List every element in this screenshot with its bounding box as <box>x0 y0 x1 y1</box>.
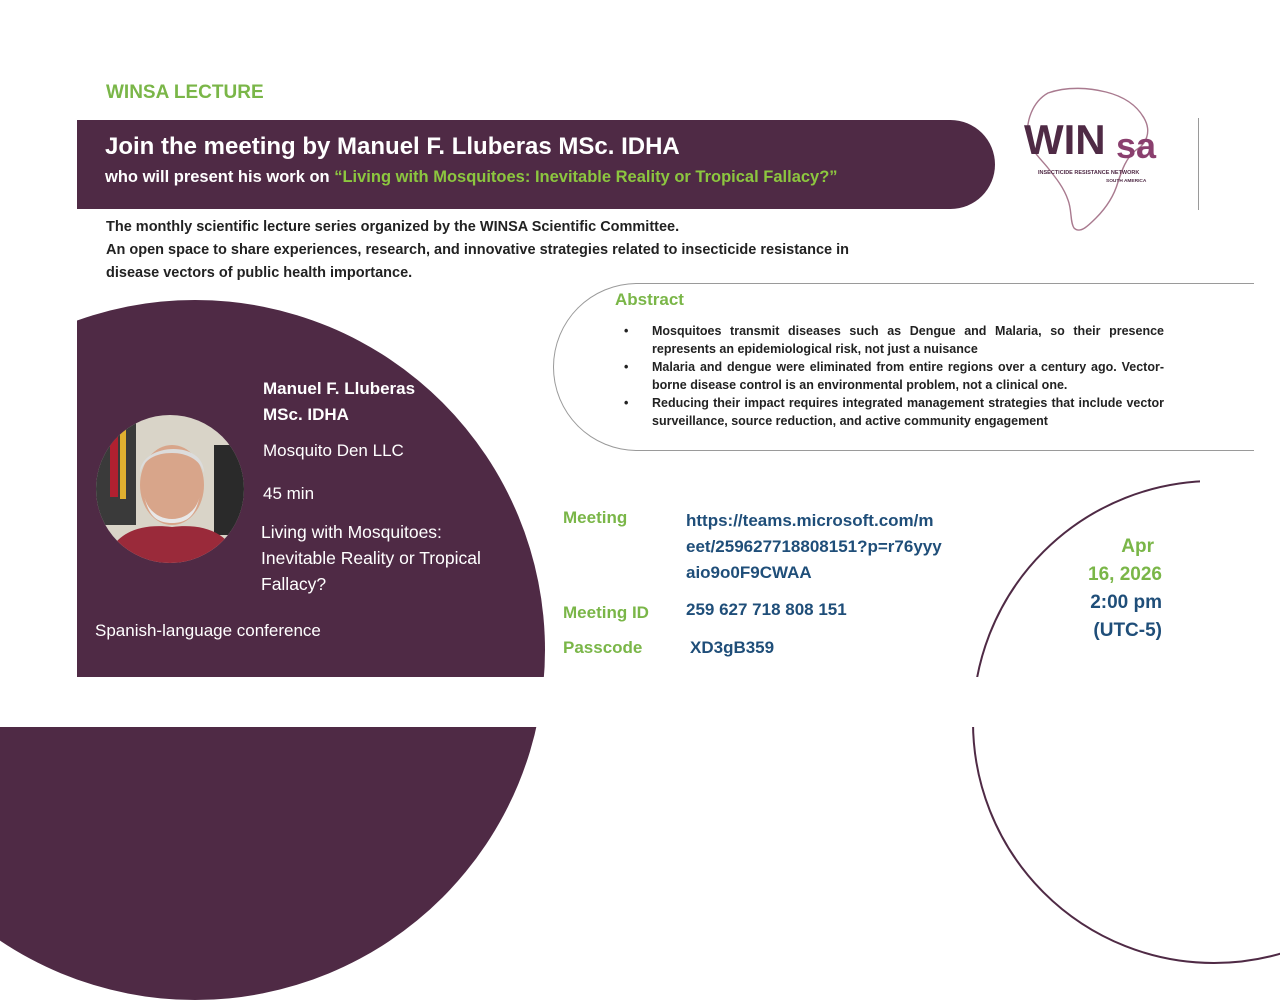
passcode-value: XD3gB359 <box>690 638 775 657</box>
banner-subtitle <box>105 168 838 187</box>
abstract-item: • Reducing their impact requires integrated management strategies that include vector surveillance, source reduction, and active community engagement <box>624 396 1164 428</box>
talk-topic-line-2: Inevitable Reality or Tropical <box>261 548 481 568</box>
subtitle-prefix: who will present his work on <box>105 168 335 186</box>
meeting-id-label: Meeting ID <box>563 603 649 622</box>
speaker-organization: Mosquito Den LLC <box>263 441 404 460</box>
page-title: Join the meeting by Manuel F. Lluberas MSc. IDHA <box>105 133 680 160</box>
talk-duration: 45 min <box>263 484 315 503</box>
abstract-item: • Mosquitoes transmit diseases such as Dengue and Malaria, so their presence represents an epidemiological risk, not just a nuisance <box>624 324 1164 356</box>
speaker-name-line-1: Manuel F. Lluberas <box>263 379 416 398</box>
language-note: Spanish-language conference <box>95 621 321 640</box>
bullet-icon: • <box>624 360 629 374</box>
talk-title-highlight: “Living with Mosquitoes: Inevitable Reality or Tropical Fallacy?” <box>334 168 838 186</box>
lecture-tag: WINSA LECTURE <box>106 82 264 103</box>
title-banner <box>77 120 995 209</box>
meeting-link-line-2[interactable]: eet/259627718808151?p=r76yyy <box>686 537 942 556</box>
bullet-icon: • <box>624 324 629 338</box>
logo-tagline-2: SOUTH AMERICA <box>1106 179 1147 184</box>
talk-topic-line-3: Fallacy? <box>261 574 327 594</box>
abstract-list <box>624 322 1164 430</box>
date-day-year: 16, 2026 <box>1088 564 1162 585</box>
meeting-id-value: 259 627 718 808 151 <box>686 600 847 619</box>
logo-wordmark-sa: sa <box>1116 125 1157 166</box>
intro-line-2: An open space to share experiences, research, and innovative strategies related to insecticide resistance in <box>106 242 850 258</box>
talk-topic <box>261 519 531 597</box>
meeting-link[interactable] <box>686 508 942 586</box>
winsa-logo <box>1018 78 1168 238</box>
meeting-link-label: Meeting <box>563 508 628 527</box>
date-month: Apr <box>1121 536 1154 557</box>
logo-tagline-1: INSECTICIDE RESISTANCE NETWORK <box>1038 170 1140 176</box>
meeting-link-line-3[interactable]: aio9o0F9CWAA <box>686 563 812 582</box>
event-timezone: (UTC-5) <box>1093 620 1162 641</box>
abstract-item: • Malaria and dengue were eliminated from entire regions over a century ago. Vector-borne disease control is an environmental problem, not a clinical one. <box>624 360 1164 392</box>
intro-line-3: disease vectors of public health importance. <box>106 265 413 281</box>
panel-mask-left <box>0 290 77 720</box>
speaker-photo <box>96 415 244 563</box>
passcode-label: Passcode <box>563 638 643 657</box>
meeting-link-line-1[interactable]: https://teams.microsoft.com/m <box>686 511 934 530</box>
intro-line-1: The monthly scientific lecture series organized by the WINSA Scientific Committee. <box>106 219 680 235</box>
speaker-name <box>263 376 415 428</box>
bullet-icon: • <box>624 396 629 410</box>
event-time: 2:00 pm <box>1090 592 1162 613</box>
speaker-degree: MSc. IDHA <box>263 405 349 424</box>
logo-wordmark-win: WIN <box>1024 116 1106 163</box>
abstract-title: Abstract <box>615 290 684 309</box>
date-arc-mask-right <box>1200 470 1280 730</box>
intro-text <box>106 216 936 285</box>
talk-topic-line-1: Living with Mosquitoes: <box>261 522 442 542</box>
divider-line <box>1198 118 1199 210</box>
